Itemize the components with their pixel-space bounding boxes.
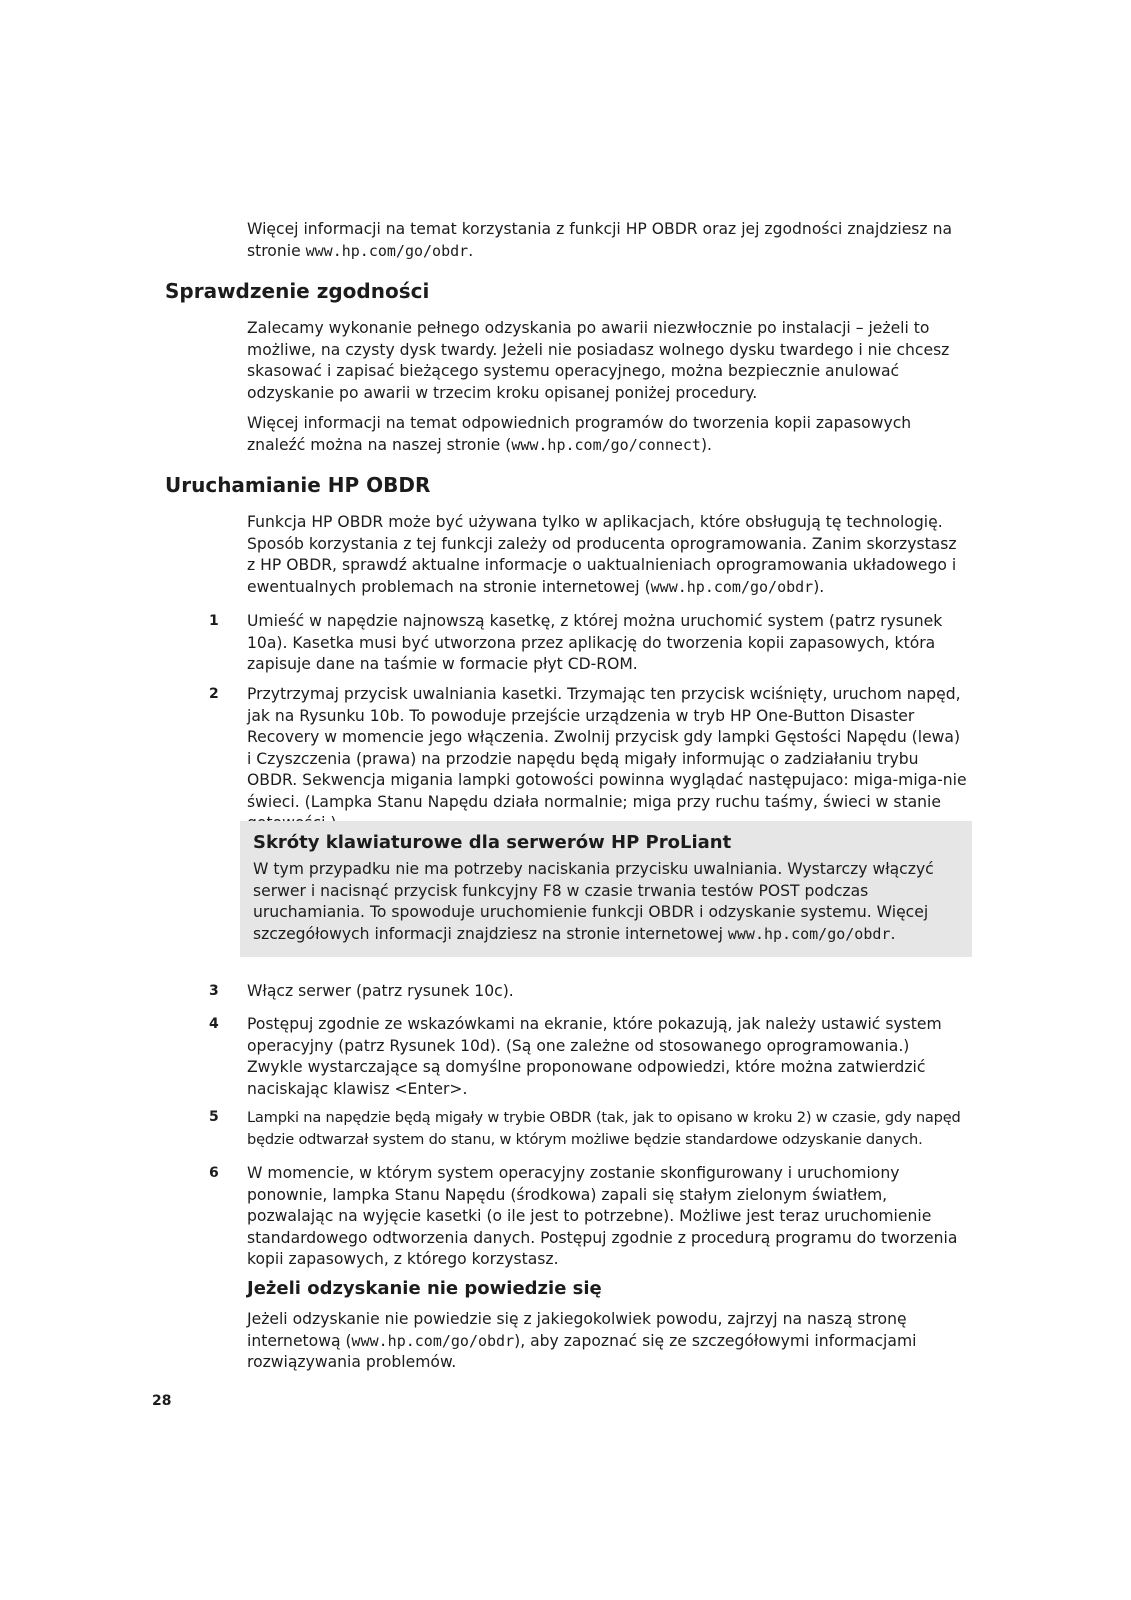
step-text: Włącz serwer (patrz rysunek 10c). (247, 982, 514, 1000)
step-number: 5 (209, 1109, 219, 1125)
intro-text-end: . (468, 241, 474, 260)
note-box-url: www.hp.com/go/obdr (727, 924, 891, 943)
step-number: 2 (209, 686, 219, 702)
step-text: W momencie, w którym system operacyjny zostanie skonfigurowany i uruchomiony ponownie, lampka Stanu Napędu (środkowa) zapali się stałym zielonym światłem, pozwalając na wyjęcie kasetki (o ile jest to potrzebne). Możliwe jest teraz uruchomienie standardowego odtworzenia danych. Postępuj zgodnie z procedurą programu do tworzenia kopii zapasowych, z którego korzystasz. (247, 1164, 958, 1268)
step-text: Przytrzymaj przycisk uwalniania kasetki. Trzymając ten przycisk wciśnięty, uruchom napęd, jak na Rysunku 10b. To powoduje przejście urządzenia w tryb HP One-Button Disaster Recovery w momencie jego włączenia. Zwolnij przycisk gdy lampki Gęstości Napędu (lewa) i Czyszczenia (prawa) na przodzie napędu będą migały informując o zadziałaniu trybu OBDR. Sekwencja migania lampki gotowości powinna wyglądać następujaco: miga-miga-nie świeci. (Lampka Stanu Napędu działa normalnie; miga przy ruchu taśmy, świeci w stanie (247, 685, 967, 811)
recovery-text: Jeżeli odzyskanie nie powiedzie się z jakiegokolwiek powodu, zajrzyj na naszą stronę internetową ( (247, 1310, 907, 1350)
step-text: Postępuj zgodnie ze wskazówkami na ekranie, które pokazują, jak należy ustawić system operacyjny (patrz Rysunek 10d). (Są one zależne od stosowanego oprogramowania.) Zwykle wystarczające są domyślne proponowane odpowiedzi, które można zatwierdzić naciskając klawisz <Enter>. (247, 1015, 942, 1098)
note-box-text (253, 859, 965, 945)
intro-url: www.hp.com/go/obdr (305, 241, 469, 260)
note-box-body: W tym przypadku nie ma potrzeby naciskania przycisku uwalniania. Wystarczy włączyć serwer i nacisnąć przycisk funkcyjny F8 w czasie trwania testów POST podczas uruchamiania. To spowoduje uruchomienie funkcji OBDR i odzyskanie systemu. Więcej szczegółowych informacji znajdziesz na stronie internetowej (253, 860, 934, 943)
running-paragraph (247, 512, 967, 598)
note-box-title: Skróty klawiaturowe dla serwerów HP ProLiant (253, 832, 732, 853)
compatibility-text: Więcej informacji na temat odpowiednich programów do tworzenia kopii zapasowych znaleźć można na naszej stronie ( (247, 414, 912, 454)
compatibility-text-end: ). (700, 435, 713, 454)
connect-url: www.hp.com/go/connect (511, 435, 701, 454)
step-text: Umieść w napędzie najnowszą kasetkę, z której można uruchomić system (patrz rysunek 10a). Kasetka musi być utworzona przez aplikację do tworzenia kopii zapasowych, która zapisuje dane na taśmie w formacie płyt CD-ROM. (247, 612, 943, 673)
running-text-end: ). (813, 577, 825, 596)
compatibility-paragraph-1: Zalecamy wykonanie pełnego odzyskania po awarii niezwłocznie po instalacji – jeżeli to możliwe, na czysty dysk twardy. Jeżeli nie posiadasz wolnego dysku twardego i nie chcesz skasować i zapisać bieżącego systemu operacyjnego, można bezpiecznie anulować odzyskanie po awarii w trzecim kroku opisanej poniżej procedury. (247, 319, 950, 402)
running-url: www.hp.com/go/obdr (650, 577, 814, 596)
heading-compatibility: Sprawdzenie zgodności (165, 279, 430, 303)
step-number: 3 (209, 983, 219, 999)
recovery-failed-paragraph (247, 1309, 967, 1374)
page-number: 28 (152, 1393, 172, 1409)
running-text: Funkcja HP OBDR może być używana tylko w aplikacjach, które obsługują tę technologię. Sposób korzystania z tej funkcji zależy od producenta oprogramowania. Zanim skorzystasz z HP OBDR, sprawdź aktualne informacje o uaktualnieniach oprogramowania układowego i ewentualnych problemach na stronie internetowej ( (247, 513, 957, 596)
step-text: Lampki na napędzie będą migały w trybie OBDR (tak, jak to opisano w kroku 2) w czasie, gdy napęd będzie odtwarzał system do stanu, w którym możliwe będzie standardowe odzyskanie danych. (247, 1109, 961, 1148)
step-number: 6 (209, 1165, 219, 1181)
heading-running-obdr: Uruchamianie HP OBDR (165, 473, 431, 497)
heading-recovery-failed: Jeżeli odzyskanie nie powiedzie się (247, 1278, 602, 1299)
intro-text: Więcej informacji na temat korzystania z funkcji HP OBDR oraz jej zgodności znajdziesz na stronie (247, 220, 953, 260)
recovery-url: www.hp.com/go/obdr (351, 1331, 515, 1350)
step-number: 1 (209, 613, 219, 629)
compatibility-paragraph-2 (247, 413, 967, 456)
step-number: 4 (209, 1016, 219, 1032)
intro-paragraph (247, 219, 967, 262)
recovery-text-end: ), aby zapoznać się ze szczegółowymi informacjami rozwiązywania problemów. (247, 1331, 917, 1371)
note-box-end: . (890, 924, 896, 943)
